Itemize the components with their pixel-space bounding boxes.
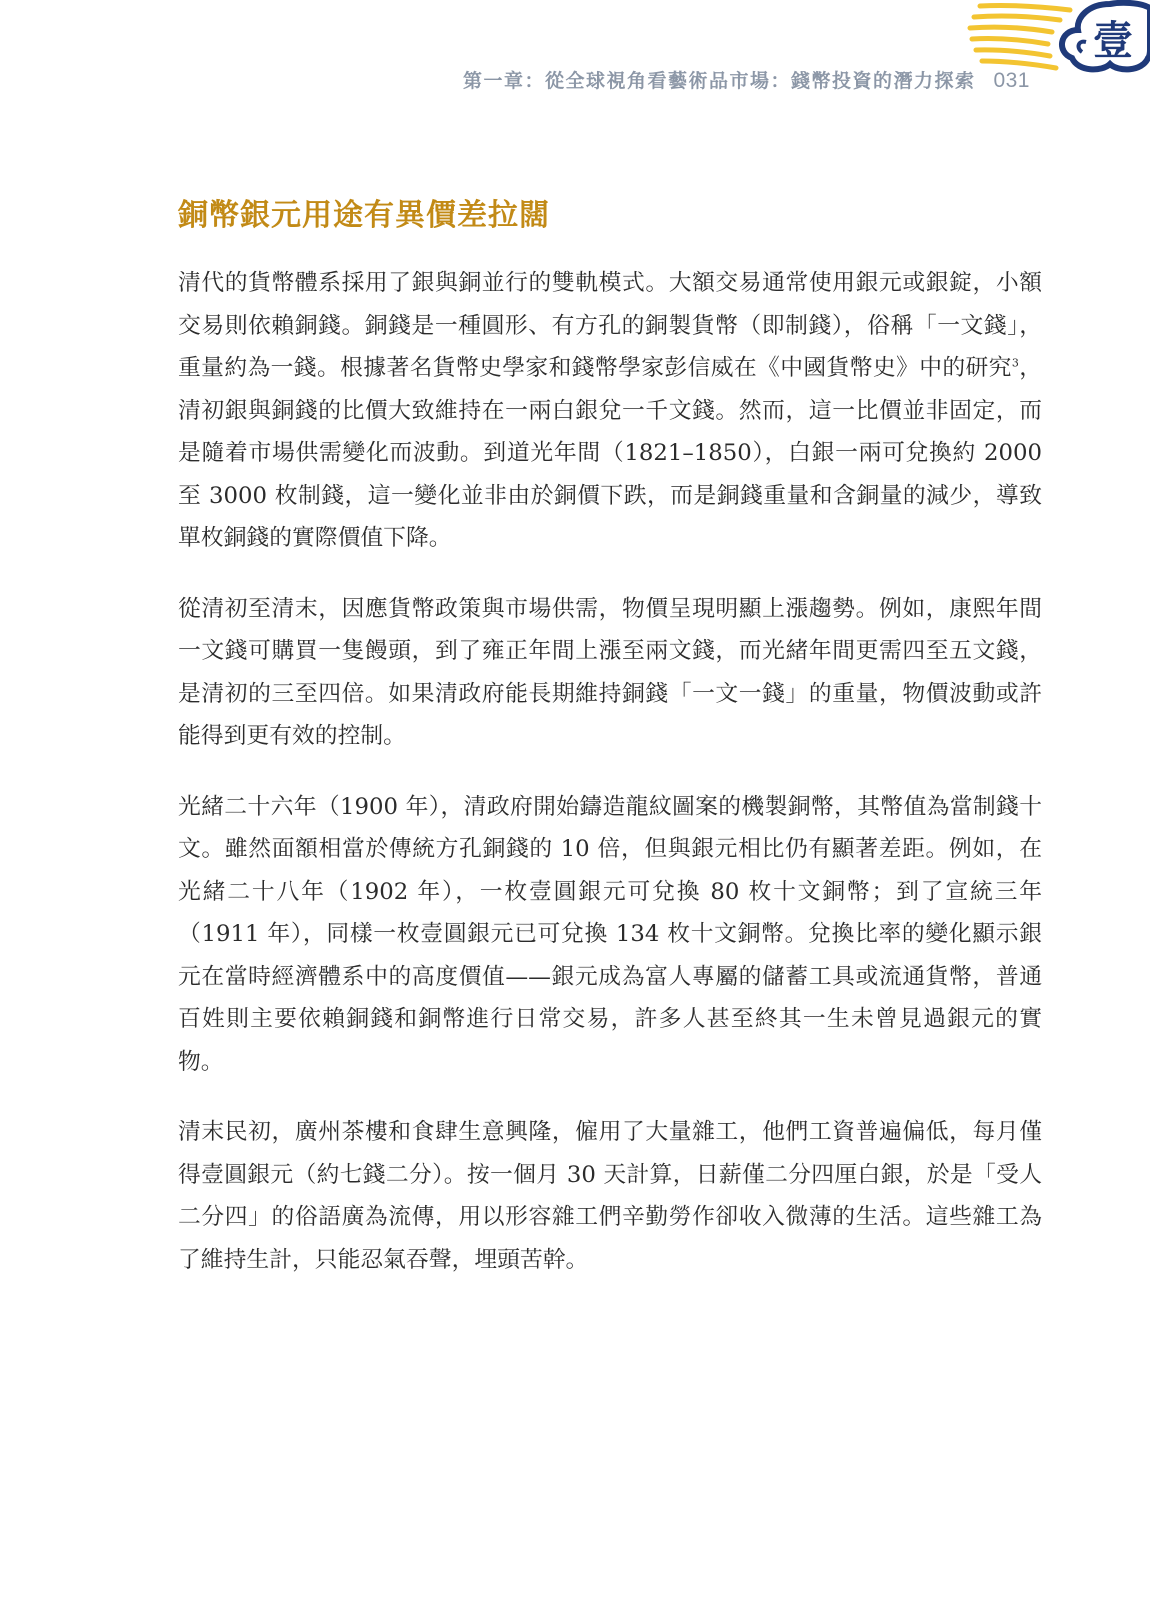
footnote-marker: 3 (1011, 356, 1019, 370)
paragraph-4: 清末民初，廣州茶樓和食肆生意興隆，僱用了大量雜工，他們工資普遍偏低，每月僅得壹圓銀元（約七錢二分）。按一個月 30 天計算，日薪僅二分四厘白銀，於是「受人二分四」的俗語廣為流傳，用以形容雜工們辛勤勞作卻收入微薄的生活。這些雜工為了維持生計，只能忍氣吞聲，埋頭苦幹。 (178, 1119, 1042, 1273)
badge-glyph: 壹 (1093, 17, 1133, 64)
paragraph-3: 光緒二十六年（1900 年），清政府開始鑄造龍紋圖案的機製銅幣，其幣值為當制錢十文。雖然面額相當於傳統方孔銅錢的 10 倍，但與銀元相比仍有顯著差距。例如，在光緒二十八年（1902 年），一枚壹圓銀元可兌換 80 枚十文銅幣；到了宣統三年（1911 年），同樣一枚壹圓銀元已可兌換 134 枚十文銅幣。兌換比率的變化顯示銀元在當時經濟體系中的高度價值——銀元成為富人專屬的儲蓄工具或流通貨幣，普通百姓則主要依賴銅錢和銅幣進行日常交易，許多人甚至終其一生未曾見過銀元的實物。 (178, 793, 1042, 1075)
chapter-title: 第一章：從全球視角看藝術品市場：錢幣投資的潛力探索 (462, 70, 976, 92)
paragraph-1 (178, 262, 1042, 560)
body-text (178, 262, 1042, 1309)
chapter-badge (960, 0, 1150, 75)
paragraph-1-part-a: 清代的貨幣體系採用了銀與銅並行的雙軌模式。大額交易通常使用銀元或銀錠，小額交易則依賴銅錢。銅錢是一種圓形、有方孔的銅製貨幣（即制錢），俗稱「一文錢」，重量約為一錢。根據著名貨幣史學家和錢幣學家彭信威在《中國貨幣史》中的研究 (178, 270, 1042, 381)
page-number: 031 (993, 69, 1030, 92)
cloud-badge-icon (960, 0, 1150, 75)
paragraph-2: 從清初至清末，因應貨幣政策與市場供需，物價呈現明顯上漲趨勢。例如，康熙年間一文錢可購買一隻饅頭，到了雍正年間上漲至兩文錢，而光緒年間更需四至五文錢，是清初的三至四倍。如果清政府能長期維持銅錢「一文一錢」的重量，物價波動或許能得到更有效的控制。 (178, 595, 1042, 749)
paragraph-1-part-b: ，清初銀與銅錢的比價大致維持在一兩白銀兌一千文錢。然而，這一比價並非固定，而是隨着市場供需變化而波動。到道光年間（1821–1850），白銀一兩可兌換約 2000 至 3000 枚制錢，這一變化並非由於銅價下跌，而是銅錢重量和含銅量的減少，導致單枚銅錢的實際價值下降。 (178, 355, 1043, 551)
running-header (463, 66, 1030, 93)
section-title: 銅幣銀元用途有異價差拉闊 (178, 198, 550, 233)
